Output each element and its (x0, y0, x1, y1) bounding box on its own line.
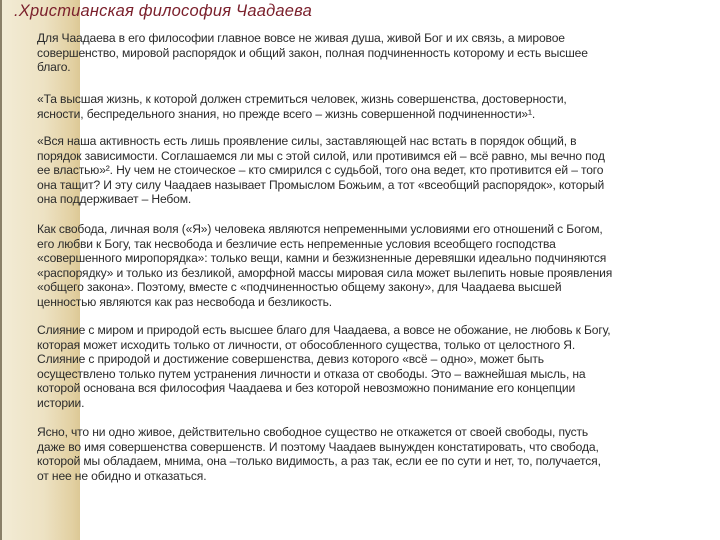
text-line: которой мы обладаем, мнима, она –только видимость, а раз так, если ее по сути и нет, то, получается, (37, 454, 601, 469)
text-line: Ясно, что ни одно живое, действительно свободное существо не откажется от своей свободы, пусть (37, 425, 589, 439)
text-line: осуществлено только путем устранения личности и отказа от свободы. Это – важнейшая мысль, на (37, 366, 586, 381)
text-line: Слияние с природой и достижение совершенства, девиз которого «всё – одно», может быть (37, 352, 544, 367)
slide-title: .Христианская философия Чаадаева (14, 2, 312, 20)
text-line: Слияние с миром и природой есть высшее благо для Чаадаева, а вовсе не обожание, не любовь к Богу, (37, 323, 611, 337)
paragraph-1 (37, 31, 588, 75)
paragraph-6 (37, 425, 601, 483)
text-line: ее властью»². Ну чем не стоическое – кто смирился с судьбой, того она ведет, кто противится ей – того (37, 163, 604, 178)
text-line: она поддерживает – Небом. (37, 192, 192, 207)
paragraph-5 (37, 323, 611, 411)
text-line: она тащит? И эту силу Чаадаев называет Промыслом Божьим, а тот «всеобщий распорядок», который (37, 177, 605, 192)
text-line: даже во имя совершенства совершенств. И поэтому Чаадаев вынужден констатировать, что свобода, (37, 439, 599, 454)
text-line: порядок зависимости. Соглашаемся ли мы с этой силой, или противимся ей – всё равно, мы вечно под (37, 148, 605, 163)
text-line: «общего закона». Поэтому, вместе с «подчиненностью общему закону», для Чаадаева высшей (37, 280, 562, 295)
text-line: «Вся наша активность есть лишь проявление силы, заставляющей нас встать в порядок общий, в (37, 134, 577, 148)
paragraph-2 (37, 92, 567, 121)
text-line: «распорядку» и только из безликой, аморфной массы мировая сила может вылепить новые проявления (37, 265, 613, 280)
text-line: благо. (37, 60, 71, 75)
text-line: ценностью являются как раз несвобода и безликость. (37, 294, 333, 309)
text-line: которая может исходить только от личности, от обособленного существа, только от целостного Я. (37, 337, 576, 352)
paragraph-3 (37, 134, 605, 207)
text-line: «совершенного миропорядка»: только вещи, камни и безжизненные деревяшки идеально подчиняются (37, 251, 607, 266)
text-line: его любви к Богу, так несвобода и безличие есть непременные условия всеобщего господства (37, 236, 556, 251)
text-line: Для Чаадаева в его философии главное вовсе не живая душа, живой Бог и их связь, а мировое (37, 31, 565, 45)
text-line: ясности, беспредельного знания, но прежде всего – жизнь совершенной подчиненности»¹. (37, 106, 536, 121)
paragraph-4 (37, 222, 612, 310)
text-line: Как свобода, личная воля («Я») человека являются непременными условиями его отношений с Богом, (37, 222, 603, 236)
text-line: совершенство, мировой распорядок и общий закон, полная подчиненность которому и есть высшее (37, 45, 588, 60)
text-line: от нее не обидно и отказаться. (37, 468, 207, 483)
text-line: «Та высшая жизнь, к которой должен стремиться человек, жизнь совершенства, достоверности, (37, 92, 567, 106)
text-line: которой основана вся философия Чаадаева и без которой невозможно понимание его концепции (37, 381, 576, 396)
text-line: истории. (37, 395, 85, 410)
slide-edge-line (0, 0, 2, 540)
